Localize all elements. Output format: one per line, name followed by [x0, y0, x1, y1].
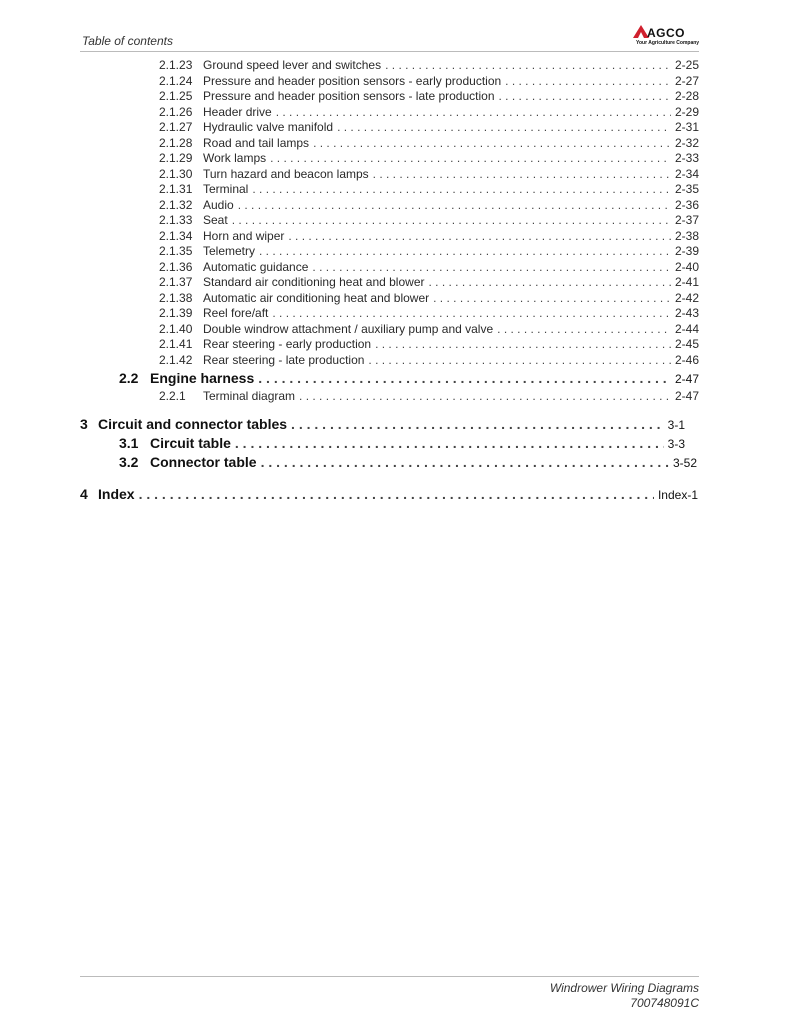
- toc-subsection-title: Road and tail lamps: [203, 135, 310, 150]
- toc-page-number: 2-47: [674, 389, 699, 403]
- toc-section-title: Connector table: [150, 454, 257, 470]
- toc-leader-dots: [299, 389, 671, 403]
- toc-page-number: 2-45: [674, 337, 699, 351]
- toc-subsection-number: 2.1.36: [159, 259, 193, 274]
- toc-subsection-row[interactable]: [159, 136, 699, 151]
- toc-subsection-row[interactable]: [159, 337, 699, 352]
- toc-subsection-row[interactable]: [159, 151, 699, 166]
- toc-subsection-number: 2.1.40: [159, 321, 193, 336]
- toc-subsection-row[interactable]: [159, 306, 699, 321]
- toc-subsection-number: 2.1.32: [159, 197, 193, 212]
- toc-leader-dots: [373, 167, 671, 181]
- toc-page-number: 2-38: [674, 228, 699, 243]
- toc-page-number: 2-40: [674, 259, 699, 274]
- toc-page-number: 2-31: [674, 120, 699, 134]
- toc-page-number: 3-1: [667, 418, 685, 432]
- toc-chapter-number: 3: [80, 416, 88, 432]
- toc-subsection-number: 2.1.38: [159, 290, 193, 305]
- toc-subsection-row[interactable]: [159, 291, 699, 306]
- toc-page-number: 2-25: [674, 58, 699, 72]
- toc-subsection-number: 2.1.37: [159, 275, 193, 289]
- header-divider: [80, 51, 699, 52]
- toc-subsection-row[interactable]: [159, 198, 699, 213]
- toc-page-number: 2-29: [674, 104, 699, 119]
- toc-subsection-title: Hydraulic valve manifold: [203, 120, 334, 134]
- toc-page-number: Index-1: [657, 488, 698, 502]
- toc-page-number: 2-47: [674, 372, 699, 386]
- toc-page-number: 2-36: [674, 197, 699, 212]
- toc-leader-dots: [261, 454, 669, 470]
- toc-section-title: Circuit table: [150, 435, 231, 451]
- toc-subsection-number: 2.1.42: [159, 352, 193, 367]
- toc-page-number: 2-35: [674, 182, 699, 196]
- toc-subsection-number: 2.1.28: [159, 135, 193, 150]
- toc-subsection-row[interactable]: [159, 74, 699, 89]
- toc-leader-dots: [288, 229, 671, 243]
- footer-document-title: Windrower Wiring Diagrams: [549, 981, 699, 995]
- toc-subsection-title: Rear steering - early production: [203, 337, 372, 351]
- toc-subsection-title: Terminal: [203, 182, 249, 196]
- toc-page-number: 2-42: [674, 290, 699, 305]
- toc-subsection-number: 2.1.26: [159, 104, 193, 119]
- toc-leader-dots: [232, 213, 671, 227]
- toc-page-number: 2-28: [674, 89, 699, 103]
- toc-subsection-number: 2.1.41: [159, 337, 193, 351]
- toc-leader-dots: [291, 416, 664, 432]
- toc-leader-dots: [368, 353, 671, 367]
- toc-subsection-title: Terminal diagram: [203, 389, 296, 403]
- toc-leader-dots: [272, 306, 671, 320]
- toc-section-number: 3.1: [119, 435, 139, 451]
- toc-subsection-title: Header drive: [203, 104, 272, 119]
- logo-wordmark: AGCO: [647, 26, 685, 40]
- toc-subsection-number: 2.1.35: [159, 244, 193, 258]
- toc-subsection-row[interactable]: [159, 167, 699, 182]
- toc-leader-dots: [312, 260, 671, 274]
- toc-subsection-title: Rear steering - late production: [203, 352, 365, 367]
- toc-subsection-title: Ground speed lever and switches: [203, 58, 382, 72]
- page-header-title: Table of contents: [82, 34, 173, 48]
- toc-leader-dots: [385, 58, 671, 72]
- toc-subsection-number: 2.1.33: [159, 213, 193, 227]
- toc-leader-dots: [139, 486, 654, 502]
- toc-leader-dots: [270, 151, 671, 165]
- toc-subsection-row[interactable]: [159, 213, 699, 228]
- toc-subsection-number: 2.1.31: [159, 182, 193, 196]
- toc-subsection-row[interactable]: [159, 182, 699, 197]
- toc-subsection-row[interactable]: [159, 89, 699, 104]
- toc-leader-dots: [428, 275, 670, 289]
- toc-chapter-number: 4: [80, 486, 88, 502]
- toc-chapter-title: Circuit and connector tables: [98, 416, 288, 432]
- toc-leader-dots: [499, 89, 671, 103]
- toc-page-number: 2-34: [674, 166, 699, 181]
- toc-subsection-title: Work lamps: [203, 151, 267, 165]
- toc-subsection-number: 2.1.34: [159, 228, 193, 243]
- toc-subsection-title: Audio: [203, 197, 234, 212]
- toc-subsection-row[interactable]: [159, 275, 699, 290]
- toc-chapter-title: Index: [98, 486, 135, 502]
- toc-subsection-row[interactable]: [159, 353, 699, 368]
- toc-subsection-title: Double windrow attachment / auxiliary pump and valve: [203, 321, 494, 336]
- logo-tagline: Your Agriculture Company: [636, 40, 700, 46]
- toc-subsection-title: Horn and wiper: [203, 228, 285, 243]
- agco-logo: [633, 24, 703, 50]
- toc-subsection-title: Reel fore/aft: [203, 306, 269, 320]
- footer-document-code: 700748091C: [630, 996, 699, 1010]
- toc-leader-dots: [505, 74, 671, 88]
- toc-page-number: 2-39: [674, 244, 699, 258]
- toc-section-2-2[interactable]: [119, 370, 699, 386]
- toc-leader-dots: [375, 337, 671, 351]
- toc-chapter-3[interactable]: [80, 416, 685, 432]
- toc-subsection-row[interactable]: [159, 260, 699, 275]
- toc-subsection-number: 2.1.25: [159, 89, 193, 103]
- toc-subsection-title: Pressure and header position sensors - late production: [203, 89, 495, 103]
- toc-page-number: 2-37: [674, 213, 699, 227]
- toc-page-number: 2-41: [674, 275, 699, 289]
- toc-subsection-row[interactable]: [159, 120, 699, 135]
- toc-chapter-4[interactable]: [80, 486, 698, 502]
- toc-leader-dots: [433, 291, 671, 305]
- toc-page-number: 2-33: [674, 151, 699, 165]
- toc-leader-dots: [337, 120, 671, 134]
- toc-subsection-title: Turn hazard and beacon lamps: [203, 166, 369, 181]
- toc-section-3-2[interactable]: [119, 454, 697, 470]
- toc-leader-dots: [313, 136, 671, 150]
- toc-page-number: 2-43: [674, 306, 699, 320]
- toc-leader-dots: [238, 198, 671, 212]
- toc-page-number: 2-27: [674, 73, 699, 88]
- toc-subsection-row[interactable]: [159, 229, 699, 244]
- toc-subsection-number: 2.1.29: [159, 151, 193, 165]
- toc-page-number: 3-52: [672, 456, 697, 470]
- toc-leader-dots: [276, 105, 671, 119]
- footer-divider: [80, 976, 699, 977]
- toc-subsection-title: Telemetry: [203, 244, 256, 258]
- toc-subsection-title: Pressure and header position sensors - early production: [203, 73, 502, 88]
- toc-subsection-number: 2.1.23: [159, 58, 193, 72]
- toc-subsection-number: 2.2.1: [159, 389, 186, 403]
- toc-subsection-number: 2.1.39: [159, 306, 193, 320]
- toc-subsection-row[interactable]: [159, 105, 699, 120]
- toc-leader-dots: [259, 244, 671, 258]
- toc-subsection-title: Standard air conditioning heat and blower: [203, 275, 425, 289]
- toc-subsection-title: Seat: [203, 213, 228, 227]
- toc-section-3-1[interactable]: [119, 435, 685, 451]
- toc-leader-dots: [497, 322, 671, 336]
- toc-section-title: Engine harness: [150, 370, 255, 386]
- toc-page-number: 2-32: [674, 135, 699, 150]
- toc-leader-dots: [235, 435, 664, 451]
- toc-subsection-number: 2.1.27: [159, 120, 193, 134]
- toc-subsection-number: 2.1.30: [159, 166, 193, 181]
- toc-leader-dots: [258, 370, 671, 386]
- toc-subsection-row[interactable]: [159, 244, 699, 259]
- toc-leader-dots: [252, 182, 671, 196]
- toc-section-number: 2.2: [119, 370, 139, 386]
- toc-subsection-title: Automatic guidance: [203, 259, 309, 274]
- toc-subsection-title: Automatic air conditioning heat and blower: [203, 290, 430, 305]
- toc-subsection-row[interactable]: [159, 322, 699, 337]
- toc-subsection-number: 2.1.24: [159, 73, 193, 88]
- toc-subsection-row[interactable]: [159, 58, 699, 73]
- toc-section-number: 3.2: [119, 454, 139, 470]
- toc-page-number: 3-3: [667, 437, 685, 451]
- toc-page-number: 2-44: [674, 321, 699, 336]
- toc-page-number: 2-46: [674, 352, 699, 367]
- toc-subsection-2-2-1[interactable]: [159, 389, 699, 404]
